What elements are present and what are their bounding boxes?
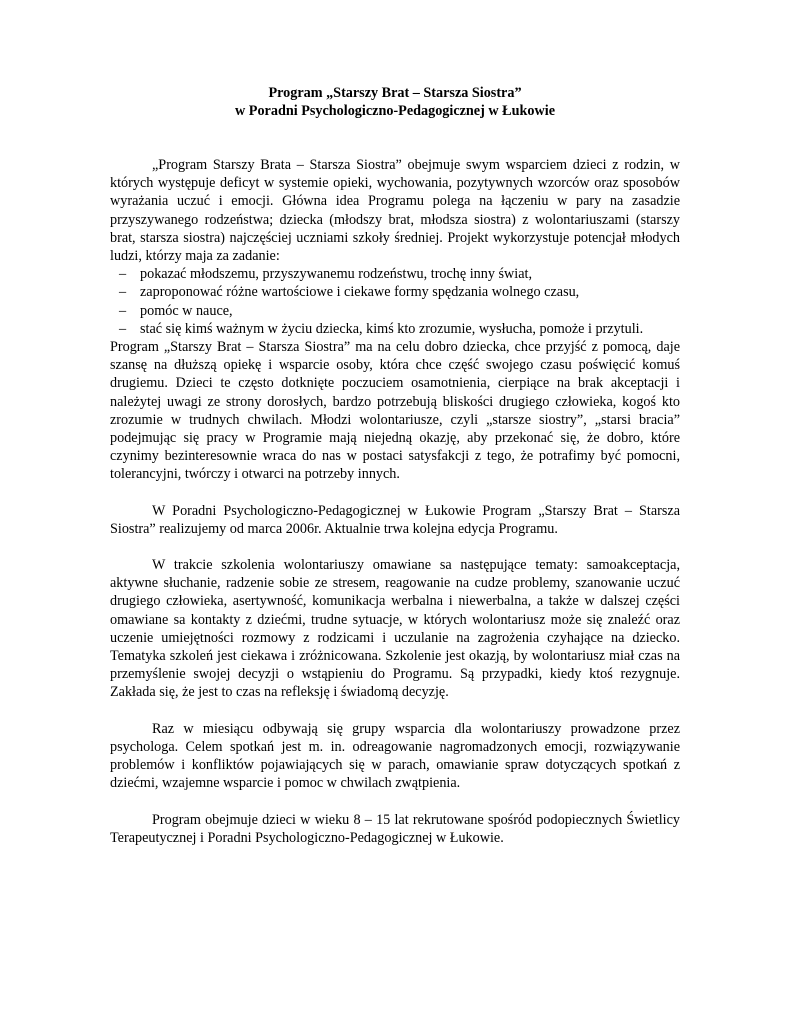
document-title [110, 84, 680, 120]
paragraph-history: W Poradni Psychologiczno-Pedagogicznej w Łukowie Program „Starszy Brat – Starsza Siostra” realizujemy od marca 2006r. Aktualnie trwa kolejna edycja Programu. [110, 502, 680, 537]
list-item [110, 302, 680, 320]
list-item-text: pokazać młodszemu, przyszywanemu rodzeństwu, trochę inny świat, [140, 266, 533, 283]
dash-bullet-icon: – [119, 266, 127, 283]
paragraph-goals: Program „Starszy Brat – Starsza Siostra” ma na celu dobro dziecka, chce przyjść z pomocą, daje szansę na dłuższą opiekę i wsparcie osoby, która chce część swojego czasu poświęcić komuś drugiemu. Dzieci te często dotknięte poczuciem osamotnienia, cierpiące na brak akceptacji i należytej uwagi ze strony dorosłych, bardzo potrzebują bliskości drugiego człowieka, kogoś kto zrozumie w trudnych chwilach. Młodzi wolontariusze, czyli „starsze siostry”, „starsi bracia” podejmując się pracy w Programie mają niejedną okazję, aby przekonać się, że dobro, które czynimy bezinteresownie wraca do nas w postaci satysfakcji z tego, że potrafimy być pomocni, tolerancyjni, twórczy i otwarci na potrzeby innych. [110, 339, 680, 483]
dash-bullet-icon: – [119, 302, 127, 319]
paragraph-support-groups: Raz w miesiącu odbywają się grupy wsparcia dla wolontariuszy prowadzone przez psychologa. Celem spotkań jest m. in. odreagowanie nagromadzonych emocji, rozwiązywanie problemów i konfliktów pojawiających się w parach, omawianie spraw dotyczących spotkań z dziećmi, wzajemne wsparcie i pomoc w chwilach zwątpienia. [110, 720, 680, 792]
dash-bullet-icon: – [119, 284, 127, 301]
dash-bullet-icon: – [119, 320, 127, 337]
list-item [110, 320, 680, 338]
goals-list [110, 265, 680, 338]
list-item-text: stać się kimś ważnym w życiu dziecka, kimś kto zrozumie, wysłucha, pomoże i przytuli. [140, 320, 644, 337]
list-item-text: pomóc w nauce, [140, 302, 233, 319]
title-line-2: w Poradni Psychologiczno-Pedagogicznej w Łukowie [235, 103, 555, 119]
document-page [110, 84, 680, 847]
list-item [110, 265, 680, 283]
paragraph-participants: Program obejmuje dzieci w wieku 8 – 15 lat rekrutowane spośród podopiecznych Świetlicy Terapeutycznej i Poradni Psychologiczno-Pedagogicznej w Łukowie. [110, 811, 680, 846]
spacer [110, 793, 680, 811]
paragraph-intro: „Program Starszy Brata – Starsza Siostra” obejmuje swym wsparciem dzieci z rodzin, w których występuje deficyt w systemie opieki, wychowania, pozytywnych wzorców oraz sposobów wyrażania uczuć i emocji. Główna idea Programu polega na łączeniu w pary na zasadzie przyszywanego rodzeństwa; dziecka (młodszy brat, młodsza siostra) z wolontariuszami (starszy brat, starsza siostra) najczęściej uczniami szkoły średniej. Projekt wykorzystuje potencjał młodych ludzi, którzy maja za zadanie: [110, 157, 680, 265]
spacer [110, 120, 680, 156]
spacer [110, 484, 680, 502]
list-item [110, 283, 680, 301]
title-line-1: Program „Starszy Brat – Starsza Siostra” [268, 85, 522, 101]
list-item-text: zaproponować różne wartościowe i ciekawe formy spędzania wolnego czasu, [140, 284, 580, 301]
paragraph-training: W trakcie szkolenia wolontariuszy omawiane sa następujące tematy: samoakceptacja, aktywne słuchanie, radzenie sobie ze stresem, reagowanie na cudze problemy, szanowanie uczuć drugiego człowieka, asertywność, komunikacja werbalna i niewerbalna, a także w dalszej części omawiane sa kontakty z dziećmi, trudne sytuacje, w których wolontariusz może się znaleźć oraz uczenie umiejętności rozmowy z rodzicami i uczulanie na zagrożenia czyhające na dziecko. Tematyka szkoleń jest ciekawa i zróżnicowana. Szkolenie jest okazją, by wolontariusz miał czas na przemyślenie swojej decyzji o wstąpieniu do Programu. Są przypadki, kiedy ktoś rezygnuje. Zakłada się, że jest to czas na refleksję i świadomą decyzję. [110, 557, 680, 701]
spacer [110, 538, 680, 556]
spacer [110, 702, 680, 720]
